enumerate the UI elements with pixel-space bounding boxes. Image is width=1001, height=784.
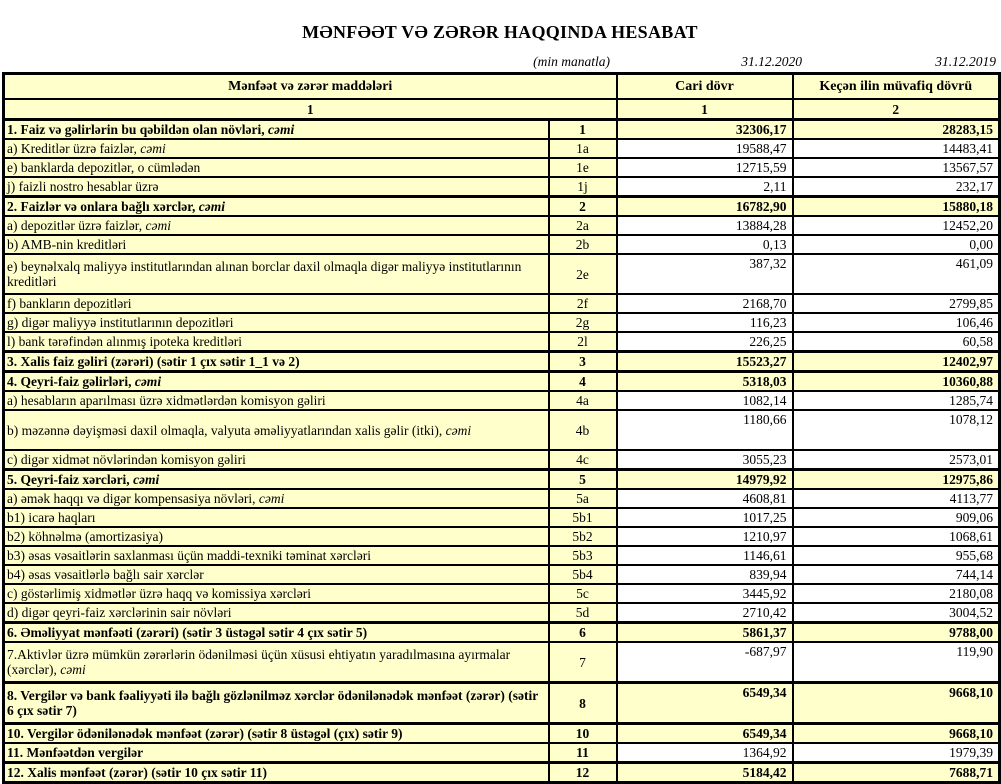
table-row [4, 527, 1000, 546]
subheader-line [0, 54, 1000, 72]
current-period-date: 31.12.2020 [741, 54, 802, 69]
header-items-colnum: 1 [4, 99, 617, 120]
table-row [4, 508, 1000, 527]
row-previous-value: 1285,74 [793, 391, 1000, 410]
row-current-value: 0,13 [617, 235, 793, 254]
table-header [4, 74, 1000, 120]
row-label-cell: g) digər maliyyə institutlarının depozitləri [4, 313, 549, 332]
row-label-cell: 3. Xalis faiz gəliri (zərəri) (sətir 1 çıx sətir 1_1 və 2) [4, 352, 549, 372]
row-previous-value: 3004,52 [793, 603, 1000, 623]
row-current-value: 19588,47 [617, 139, 793, 158]
row-code-cell: 7 [549, 642, 617, 683]
row-label-cell: a) Kreditlər üzrə faizlər, cəmi [4, 139, 549, 158]
pl-statement-table [2, 72, 1001, 784]
row-current-value: 839,94 [617, 565, 793, 584]
row-current-value: 1364,92 [617, 743, 793, 763]
row-label-cell: b3) əsas vəsaitlərin saxlanması üçün maddi-texniki təminat xərcləri [4, 546, 549, 565]
table-row [4, 683, 1000, 724]
table-row [4, 546, 1000, 565]
row-label-cell: b2) köhnəlmə (amortizasiya) [4, 527, 549, 546]
row-label-cell: e) beynəlxalq maliyyə institutlarından alınan borclar daxil olmaqla digər maliyyə institutlarının kreditləri [4, 254, 549, 294]
row-code-cell: 5b3 [549, 546, 617, 565]
table-row [4, 470, 1000, 490]
page-title: MƏNFƏƏT VƏ ZƏRƏR HAQQINDA HESABAT [302, 22, 698, 42]
row-current-value: 2710,42 [617, 603, 793, 623]
table-row [4, 603, 1000, 623]
row-label-cell: e) banklarda depozitlər, o cümlədən [4, 158, 549, 177]
row-code-cell: 5b1 [549, 508, 617, 527]
row-code-cell: 4a [549, 391, 617, 410]
row-label-cell: 10. Vergilər ödənilənədək mənfəət (zərər) (sətir 8 üstəgəl (çıx) sətir 9) [4, 724, 549, 744]
row-code-cell: 2l [549, 332, 617, 352]
header-items: Mənfəət və zərər maddələri [4, 74, 617, 100]
row-current-value: 6549,34 [617, 683, 793, 724]
row-previous-value: 2799,85 [793, 294, 1000, 313]
row-previous-value: 7688,71 [793, 763, 1000, 783]
row-current-value: 116,23 [617, 313, 793, 332]
table-row [4, 489, 1000, 508]
row-previous-value: 1068,61 [793, 527, 1000, 546]
row-code-cell: 4 [549, 372, 617, 392]
row-code-cell: 2g [549, 313, 617, 332]
unit-label: (min manatla) [533, 54, 610, 69]
row-code-cell: 5b2 [549, 527, 617, 546]
row-label-italic-suffix: cəmi [198, 199, 225, 214]
row-previous-value: 0,00 [793, 235, 1000, 254]
table-row [4, 216, 1000, 235]
row-current-value: 5184,42 [617, 763, 793, 783]
row-current-value: 13884,28 [617, 216, 793, 235]
row-previous-value: 9668,10 [793, 683, 1000, 724]
row-code-cell: 1j [549, 177, 617, 197]
row-code-cell: 3 [549, 352, 617, 372]
row-code-cell: 12 [549, 763, 617, 783]
row-previous-value: 461,09 [793, 254, 1000, 294]
row-code-cell: 5c [549, 584, 617, 603]
table-row [4, 642, 1000, 683]
row-label-italic-suffix: cəmi [258, 491, 285, 506]
row-label-cell: a) depozitlər üzrə faizlər, cəmi [4, 216, 549, 235]
row-current-value: 1082,14 [617, 391, 793, 410]
row-code-cell: 2b [549, 235, 617, 254]
row-current-value: 2,11 [617, 177, 793, 197]
row-current-value: 5861,37 [617, 623, 793, 643]
row-code-cell: 2f [549, 294, 617, 313]
row-current-value: 226,25 [617, 332, 793, 352]
row-label-cell: 11. Mənfəətdən vergilər [4, 743, 549, 763]
row-label-cell: 7.Aktivlər üzrə mümkün zərərlərin ödənilməsi üçün xüsusi ehtiyatın yaradılmasına ayırmalar (xərclər), cəmi [4, 642, 549, 683]
row-label-italic-suffix: cəmi [445, 422, 472, 438]
row-previous-value: 28283,15 [793, 120, 1000, 140]
row-label-cell: b4) əsas vəsaitlərlə bağlı sair xərclər [4, 565, 549, 584]
row-previous-value: 955,68 [793, 546, 1000, 565]
row-label-cell: c) göstərlimiş xidmətlər üzrə haqq və komissiya xərcləri [4, 584, 549, 603]
table-row [4, 565, 1000, 584]
table-row [4, 410, 1000, 450]
row-current-value: 16782,90 [617, 197, 793, 217]
row-previous-value: 15880,18 [793, 197, 1000, 217]
row-previous-value: 9788,00 [793, 623, 1000, 643]
row-current-value: 5318,03 [617, 372, 793, 392]
row-label-italic-suffix: cəmi [268, 122, 295, 137]
row-label-italic-suffix: cəmi [133, 472, 160, 487]
row-label-cell: 2. Faizlər və onlara bağlı xərclər, cəmi [4, 197, 549, 217]
row-code-cell: 4b [549, 410, 617, 450]
table-row [4, 139, 1000, 158]
row-current-value: -687,97 [617, 642, 793, 683]
row-current-value: 1017,25 [617, 508, 793, 527]
header-row-labels [4, 74, 1000, 100]
row-previous-value: 12402,97 [793, 352, 1000, 372]
row-label-cell: f) bankların depozitləri [4, 294, 549, 313]
row-previous-value: 1979,39 [793, 743, 1000, 763]
row-previous-value: 2573,01 [793, 450, 1000, 470]
row-code-cell: 5b4 [549, 565, 617, 584]
table-row [4, 158, 1000, 177]
row-previous-value: 4113,77 [793, 489, 1000, 508]
previous-period-date: 31.12.2019 [935, 54, 996, 69]
row-code-cell: 8 [549, 683, 617, 724]
row-label-cell: b) məzənnə dəyişməsi daxil olmaqla, valyuta əməliyyatlarından xalis gəlir (itki), cəmi [4, 410, 549, 450]
row-label-cell: 8. Vergilər və bank fəaliyyəti ilə bağlı gözlənilməz xərclər ödənilənədək mənfəət (zərər) (sətir 6 çıx sətir 7) [4, 683, 549, 724]
row-label-italic-suffix: cəmi [60, 662, 86, 677]
row-previous-value: 12975,86 [793, 470, 1000, 490]
row-label-cell: a) hesabların aparılması üzrə xidmətlərdən komisyon gəliri [4, 391, 549, 410]
table-row [4, 294, 1000, 313]
row-current-value: 12715,59 [617, 158, 793, 177]
row-current-value: 1210,97 [617, 527, 793, 546]
row-label-cell: 4. Qeyri-faiz gəlirləri, cəmi [4, 372, 549, 392]
row-current-value: 15523,27 [617, 352, 793, 372]
table-row [4, 743, 1000, 763]
row-code-cell: 4c [549, 450, 617, 470]
row-code-cell: 6 [549, 623, 617, 643]
row-previous-value: 909,06 [793, 508, 1000, 527]
header-previous-period: Keçən ilin müvafiq dövrü [793, 74, 1000, 100]
row-label-cell: d) digər qeyri-faiz xərclərinin sair növləri [4, 603, 549, 623]
table-row [4, 313, 1000, 332]
row-code-cell: 2e [549, 254, 617, 294]
row-previous-value: 9668,10 [793, 724, 1000, 744]
row-previous-value: 232,17 [793, 177, 1000, 197]
table-row [4, 763, 1000, 783]
row-current-value: 14979,92 [617, 470, 793, 490]
table-body [4, 120, 1000, 783]
table-row [4, 372, 1000, 392]
row-label-cell: b1) icarə haqları [4, 508, 549, 527]
header-current-period: Cari dövr [617, 74, 793, 100]
row-label-cell: c) digər xidmət növlərindən komisyon gəliri [4, 450, 549, 470]
table-row [4, 623, 1000, 643]
row-code-cell: 1e [549, 158, 617, 177]
row-label-cell: b) AMB-nin kreditləri [4, 235, 549, 254]
row-label-cell: 1. Faiz və gəlirlərin bu qəbildən olan növləri, cəmi [4, 120, 549, 140]
row-current-value: 387,32 [617, 254, 793, 294]
table-row [4, 450, 1000, 470]
row-current-value: 1180,66 [617, 410, 793, 450]
row-code-cell: 1 [549, 120, 617, 140]
row-previous-value: 12452,20 [793, 216, 1000, 235]
row-current-value: 3055,23 [617, 450, 793, 470]
row-label-cell: a) əmək haqqı və digər kompensasiya növləri, cəmi [4, 489, 549, 508]
row-label-italic-suffix: cəmi [140, 141, 166, 156]
row-code-cell: 2 [549, 197, 617, 217]
row-label-cell: l) bank tərəfindən alınmış ipoteka kreditləri [4, 332, 549, 352]
table-row [4, 391, 1000, 410]
table-row [4, 197, 1000, 217]
row-label-italic-suffix: cəmi [145, 218, 171, 233]
row-code-cell: 5d [549, 603, 617, 623]
row-current-value: 6549,34 [617, 724, 793, 744]
row-previous-value: 106,46 [793, 313, 1000, 332]
row-current-value: 2168,70 [617, 294, 793, 313]
row-previous-value: 14483,41 [793, 139, 1000, 158]
row-previous-value: 119,90 [793, 642, 1000, 683]
header-row-numbers [4, 99, 1000, 120]
table-row [4, 177, 1000, 197]
row-code-cell: 1a [549, 139, 617, 158]
row-code-cell: 11 [549, 743, 617, 763]
header-previous-colnum: 2 [793, 99, 1000, 120]
row-code-cell: 5 [549, 470, 617, 490]
row-current-value: 1146,61 [617, 546, 793, 565]
table-row [4, 332, 1000, 352]
row-label-cell: 12. Xalis mənfəət (zərər) (sətir 10 çıx sətir 11) [4, 763, 549, 783]
table-row [4, 724, 1000, 744]
row-code-cell: 5a [549, 489, 617, 508]
row-previous-value: 1078,12 [793, 410, 1000, 450]
row-previous-value: 744,14 [793, 565, 1000, 584]
row-code-cell: 2a [549, 216, 617, 235]
table-row [4, 584, 1000, 603]
row-current-value: 32306,17 [617, 120, 793, 140]
table-row [4, 352, 1000, 372]
table-row [4, 254, 1000, 294]
row-previous-value: 2180,08 [793, 584, 1000, 603]
row-code-cell: 10 [549, 724, 617, 744]
table-row [4, 235, 1000, 254]
row-previous-value: 13567,57 [793, 158, 1000, 177]
row-current-value: 4608,81 [617, 489, 793, 508]
row-label-cell: 6. Əməliyyat mənfəəti (zərəri) (sətir 3 üstəgəl sətir 4 çıx sətir 5) [4, 623, 549, 643]
header-current-colnum: 1 [617, 99, 793, 120]
row-label-italic-suffix: cəmi [134, 374, 162, 389]
row-label-cell: j) faizli nostro hesablar üzrə [4, 177, 549, 197]
row-current-value: 3445,92 [617, 584, 793, 603]
row-previous-value: 10360,88 [793, 372, 1000, 392]
row-previous-value: 60,58 [793, 332, 1000, 352]
table-row [4, 120, 1000, 140]
row-label-cell: 5. Qeyri-faiz xərcləri, cəmi [4, 470, 549, 490]
